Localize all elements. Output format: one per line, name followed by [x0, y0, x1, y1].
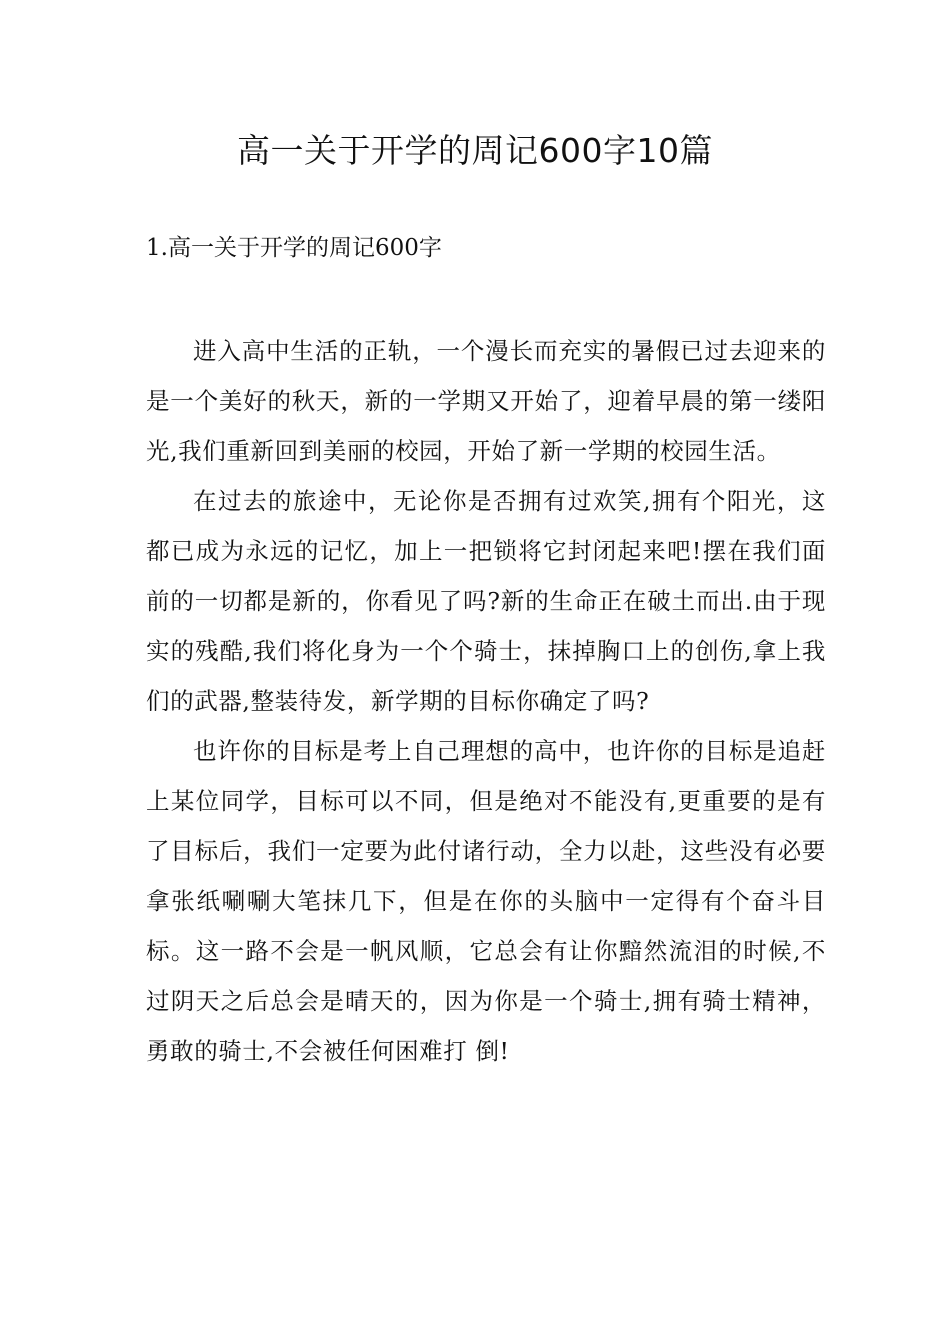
paragraph: 也许你的目标是考上自己理想的高中，也许你的目标是追赶上某位同学，目标可以不同，但是绝对不能没有,更重要的是有了目标后，我们一定要为此付诸行动，全力以赴，这些没有必要拿张纸唰唰大笔抹几下，但是在你的头脑中一定得有个奋斗目标。这一路不会是一帆风顺，它总会有让你黯然流泪的时候,不过阴天之后总会是晴天的，因为你是一个骑士,拥有骑士精神，勇敢的骑士,不会被任何困难打 倒!	[146, 737, 826, 1065]
article-body	[146, 326, 826, 1076]
document-title: 高一关于开学的周记600字10篇	[237, 131, 713, 170]
section-heading: 1.高一关于开学的周记600字	[146, 235, 442, 261]
paragraph: 进入高中生活的正轨，一个漫长而充实的暑假已过去迎来的是一个美好的秋天，新的一学期又开始了，迎着早晨的第一缕阳光,我们重新回到美丽的校园，开始了新一学期的校园生活。	[146, 337, 826, 465]
paragraph: 在过去的旅途中，无论你是否拥有过欢笑,拥有个阳光，这都已成为永远的记忆，加上一把锁将它封闭起来吧!摆在我们面前的一切都是新的，你看见了吗?新的生命正在破土而出.由于现实的残酷,我们将化身为一个个骑士，抹掉胸口上的创伤,拿上我们的武器,整装待发，新学期的目标你确定了吗?	[146, 487, 826, 715]
